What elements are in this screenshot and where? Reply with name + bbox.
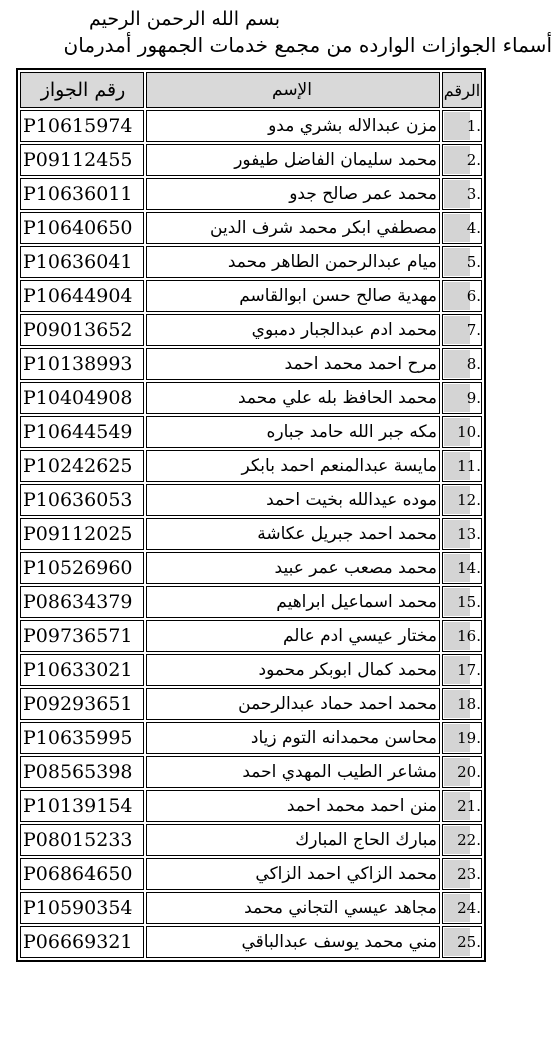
passport-number-cell: P10404908 — [20, 382, 144, 414]
row-number-cell — [442, 518, 482, 550]
name-cell: محمد اسماعيل ابراهيم — [146, 586, 440, 618]
table-row — [20, 348, 482, 380]
table-row — [20, 382, 482, 414]
passport-number-cell: P10635995 — [20, 722, 144, 754]
table-row — [20, 654, 482, 686]
row-number-cell — [442, 246, 482, 278]
name-cell: مهدية صالح حسن ابوالقاسم — [146, 280, 440, 312]
row-number-label: 18. — [457, 695, 481, 713]
passport-number-cell: P10644904 — [20, 280, 144, 312]
name-cell: مختار عيسي ادم عالم — [146, 620, 440, 652]
name-cell: مزن عبدالاله بشري مدو — [146, 110, 440, 142]
row-number-label: 22. — [457, 831, 481, 849]
row-number-cell — [442, 620, 482, 652]
table-row — [20, 892, 482, 924]
row-number-cell — [442, 654, 482, 686]
row-number-cell — [442, 756, 482, 788]
passport-number-cell: P10636011 — [20, 178, 144, 210]
name-cell: مبارك الحاج المبارك — [146, 824, 440, 856]
row-number-label: 7. — [466, 321, 481, 339]
row-number-label: 25. — [457, 933, 481, 951]
passport-number-cell: P10526960 — [20, 552, 144, 584]
row-number-label: 12. — [457, 491, 481, 509]
table-row — [20, 722, 482, 754]
row-number-cell — [442, 688, 482, 720]
row-number-cell — [442, 416, 482, 448]
name-cell: مجاهد عيسي التجاني محمد — [146, 892, 440, 924]
row-number-label: 13. — [457, 525, 481, 543]
row-number-cell — [442, 892, 482, 924]
passport-number-cell: P06864650 — [20, 858, 144, 890]
row-number-cell — [442, 586, 482, 618]
table-row — [20, 926, 482, 958]
passport-number-cell: P10640650 — [20, 212, 144, 244]
name-cell: محمد مصعب عمر عبيد — [146, 552, 440, 584]
document-heading-basmala: بسم الله الرحمن الرحيم — [89, 8, 280, 30]
row-number-cell — [442, 382, 482, 414]
row-number-label: 4. — [466, 219, 481, 237]
table-row — [20, 620, 482, 652]
name-cell: محمد كمال ابوبكر محمود — [146, 654, 440, 686]
table-row — [20, 450, 482, 482]
table-row — [20, 552, 482, 584]
table-row — [20, 824, 482, 856]
table-row — [20, 314, 482, 346]
table-row — [20, 790, 482, 822]
row-number-label: 19. — [457, 729, 481, 747]
name-cell: محمد سليمان الفاضل طيفور — [146, 144, 440, 176]
name-cell: محمد ادم عبدالجبار دمبوي — [146, 314, 440, 346]
table-row — [20, 416, 482, 448]
name-cell: محمد عمر صالح جدو — [146, 178, 440, 210]
table-row — [20, 178, 482, 210]
row-number-label: 23. — [457, 865, 481, 883]
row-number-cell — [442, 926, 482, 958]
row-number-cell — [442, 858, 482, 890]
column-header-name: الإسم — [146, 72, 440, 108]
passport-number-cell: P09293651 — [20, 688, 144, 720]
row-number-cell — [442, 110, 482, 142]
name-cell: مصطفي ابكر محمد شرف الدين — [146, 212, 440, 244]
passport-number-cell: P09112455 — [20, 144, 144, 176]
row-number-cell — [442, 144, 482, 176]
row-number-cell — [442, 790, 482, 822]
row-number-label: 16. — [457, 627, 481, 645]
name-cell: مايسة عبدالمنعم احمد بابكر — [146, 450, 440, 482]
table-row — [20, 484, 482, 516]
passport-number-cell: P10138993 — [20, 348, 144, 380]
name-cell: موده عيدالله بخيت احمد — [146, 484, 440, 516]
passport-number-cell: P09013652 — [20, 314, 144, 346]
row-number-label: 1. — [466, 117, 481, 135]
row-number-label: 20. — [457, 763, 481, 781]
passport-number-cell: P10644549 — [20, 416, 144, 448]
row-number-cell — [442, 552, 482, 584]
row-number-label: 15. — [457, 593, 481, 611]
row-number-label: 2. — [466, 151, 481, 169]
row-number-label: 9. — [466, 389, 481, 407]
name-cell: محمد احمد حماد عبدالرحمن — [146, 688, 440, 720]
passport-number-cell: P10139154 — [20, 790, 144, 822]
table-body — [20, 110, 482, 958]
passport-number-cell: P08565398 — [20, 756, 144, 788]
passport-number-cell: P10633021 — [20, 654, 144, 686]
name-cell: مشاعر الطيب المهدي احمد — [146, 756, 440, 788]
passport-number-cell: P08634379 — [20, 586, 144, 618]
passport-table — [16, 68, 486, 962]
row-number-label: 5. — [466, 253, 481, 271]
row-number-cell — [442, 314, 482, 346]
row-number-label: 10. — [457, 423, 481, 441]
table-row — [20, 688, 482, 720]
table-row — [20, 212, 482, 244]
table-row — [20, 110, 482, 142]
row-number-label: 8. — [466, 355, 481, 373]
row-number-label: 6. — [466, 287, 481, 305]
row-number-label: 11. — [457, 457, 481, 475]
name-cell: مرح احمد محمد احمد — [146, 348, 440, 380]
table-row — [20, 246, 482, 278]
name-cell: محاسن محمدانه التوم زياد — [146, 722, 440, 754]
table-row — [20, 518, 482, 550]
row-number-cell — [442, 722, 482, 754]
name-cell: محمد الحافظ بله علي محمد — [146, 382, 440, 414]
passport-number-cell: P06669321 — [20, 926, 144, 958]
row-number-label: 17. — [457, 661, 481, 679]
name-cell: مني محمد يوسف عبدالباقي — [146, 926, 440, 958]
passport-number-cell: P10590354 — [20, 892, 144, 924]
row-number-cell — [442, 484, 482, 516]
passport-number-cell: P09736571 — [20, 620, 144, 652]
row-number-label: 14. — [457, 559, 481, 577]
passport-number-cell: P09112025 — [20, 518, 144, 550]
name-cell: منن احمد محمد احمد — [146, 790, 440, 822]
row-number-label: 24. — [457, 899, 481, 917]
row-number-label: 3. — [466, 185, 481, 203]
name-cell: محمد الزاكي احمد الزاكي — [146, 858, 440, 890]
table-row — [20, 144, 482, 176]
passport-number-cell: P10615974 — [20, 110, 144, 142]
name-cell: ميام عبدالرحمن الطاهر محمد — [146, 246, 440, 278]
table-row — [20, 756, 482, 788]
row-number-cell — [442, 824, 482, 856]
table-row — [20, 858, 482, 890]
document-title: أسماء الجوازات الوارده من مجمع خدمات الجمهور أمدرمان — [63, 33, 552, 57]
passport-number-cell: P10242625 — [20, 450, 144, 482]
row-number-cell — [442, 212, 482, 244]
table-header-row — [20, 72, 482, 108]
name-cell: مكه جبر الله حامد جباره — [146, 416, 440, 448]
column-header-passport: رقم الجواز — [20, 72, 144, 108]
passport-number-cell: P08015233 — [20, 824, 144, 856]
row-number-cell — [442, 280, 482, 312]
passport-number-cell: P10636041 — [20, 246, 144, 278]
row-number-label: 21. — [457, 797, 481, 815]
table-row — [20, 280, 482, 312]
row-number-cell — [442, 348, 482, 380]
row-number-cell — [442, 450, 482, 482]
row-number-cell — [442, 178, 482, 210]
table-row — [20, 586, 482, 618]
name-cell: محمد احمد جبريل عكاشة — [146, 518, 440, 550]
column-header-number: الرقم — [442, 72, 482, 108]
passport-number-cell: P10636053 — [20, 484, 144, 516]
